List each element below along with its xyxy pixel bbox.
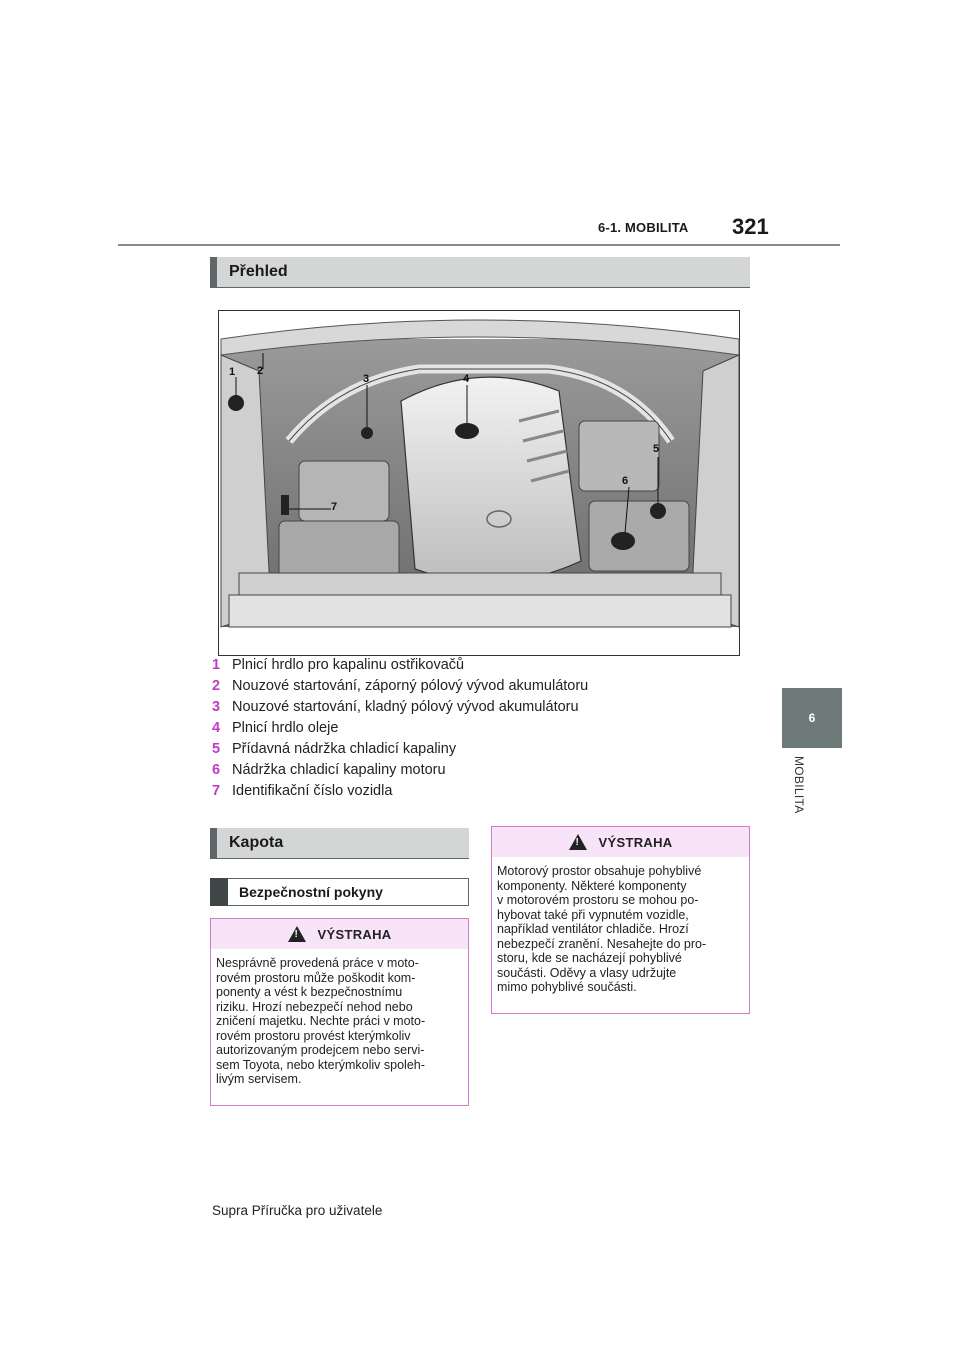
legend-number: 5: [212, 741, 221, 757]
engine-bay-illustration: [218, 310, 740, 656]
warning-text: Nesprávně provedená práce v moto- rovém prostoru může poškodit kom- ponenty a vést k bezpečnostnímu riziku. Hrozí nebezpečí nehod nebo zničení majetku. Nechte práci v moto- rovém prostoru provést kterýmkoliv autorizovaným prodejcem nebo servi- sem Toyota, nebo kterýmkoliv spoleh- livým servisem.: [216, 956, 426, 1086]
legend-item: [212, 762, 752, 783]
hood-heading-rule: [210, 858, 469, 859]
component-legend: [212, 657, 752, 804]
chapter-tab[interactable]: 6: [782, 688, 842, 748]
warning-triangle-icon: [288, 926, 306, 942]
legend-number: 3: [212, 699, 221, 715]
legend-text: Identifikační číslo vozidla: [232, 783, 393, 799]
legend-item: [212, 657, 752, 678]
warning-triangle-icon: [569, 834, 587, 850]
overview-heading-rule: [210, 287, 750, 288]
chapter-tab-label: MOBILITA: [792, 756, 806, 814]
callout-6: 6: [622, 475, 629, 487]
callout-3: 3: [363, 373, 370, 385]
warning-box: [491, 826, 750, 1014]
legend-text: Plnicí hrdlo oleje: [232, 720, 339, 736]
legend-text: Nádržka chladicí kapaliny motoru: [232, 762, 446, 778]
overview-heading: Přehled: [210, 257, 750, 287]
page-number: 321: [732, 214, 769, 239]
legend-number: 6: [212, 762, 221, 778]
warning-box: [210, 918, 469, 1106]
warning-header: [492, 827, 749, 857]
legend-text: Nouzové startování, kladný pólový vývod akumulátoru: [232, 699, 579, 715]
section-title: 6-1. MOBILITA: [598, 220, 689, 235]
callout-2: 2: [257, 365, 264, 377]
callout-5: 5: [653, 443, 660, 455]
hood-heading: Kapota: [210, 828, 469, 858]
legend-item: [212, 741, 752, 762]
legend-item: [212, 699, 752, 720]
legend-number: 2: [212, 678, 221, 694]
warning-text: Motorový prostor obsahuje pohyblivé komponenty. Některé komponenty v motorovém prostoru se mohou po- hybovat také při vypnutém vozidle, například ventilátor chladiče. Hrozí nebezpečí zranění. Nesahejte do pro- storu, kde se nacházejí pohyblivé součásti. Oděvy a vlasy udržujte mimo pohyblivé součásti.: [497, 864, 707, 994]
safety-notes-heading: [210, 878, 469, 906]
warning-header: [211, 919, 468, 949]
warning-title: VÝSTRAHA: [317, 926, 392, 942]
callout-4: 4: [463, 373, 470, 385]
header-divider: [118, 244, 840, 246]
callout-1: 1: [229, 366, 236, 378]
legend-item: [212, 678, 752, 699]
warning-title: VÝSTRAHA: [598, 834, 673, 850]
legend-text: Přídavná nádržka chladicí kapaliny: [232, 741, 457, 757]
legend-number: 4: [212, 720, 221, 736]
safety-notes-label: Bezpečnostní pokyny: [239, 884, 383, 900]
legend-item: [212, 783, 752, 804]
legend-number: 7: [212, 783, 221, 799]
legend-text: Nouzové startování, záporný pólový vývod akumulátoru: [232, 678, 589, 694]
engine-bay-drawing: [219, 311, 741, 657]
callout-7: 7: [331, 501, 338, 513]
legend-number: 1: [212, 657, 221, 673]
legend-item: [212, 720, 752, 741]
legend-text: Plnicí hrdlo pro kapalinu ostřikovačů: [232, 657, 465, 673]
manual-footer: Supra Příručka pro uživatele: [212, 1203, 383, 1218]
